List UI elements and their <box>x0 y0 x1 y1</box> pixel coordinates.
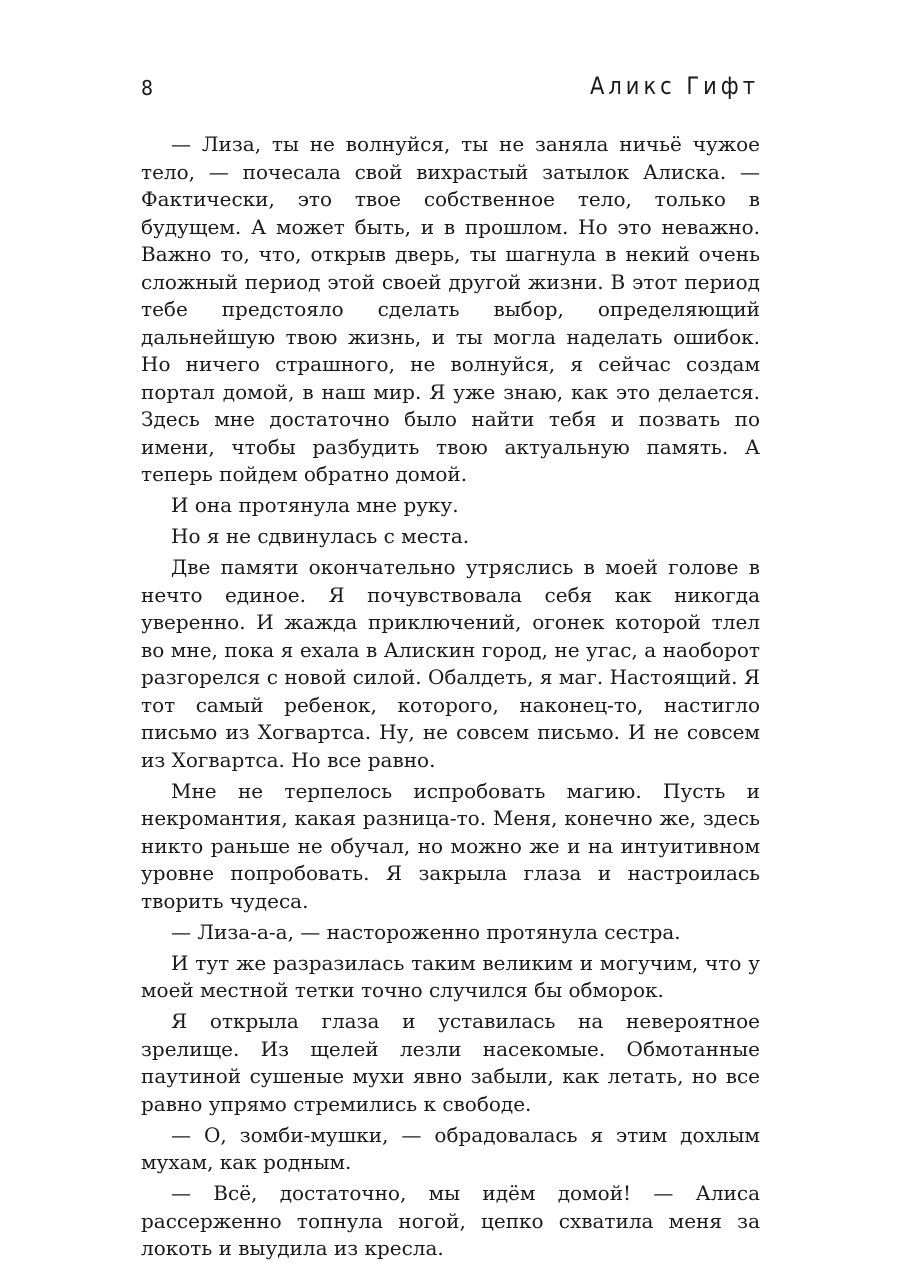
page-header <box>141 72 759 112</box>
paragraph: Я открыла глаза и уставилась на невероятное зрелище. Из щелей лезли насекомые. Обмотанные паутиной сушеные мухи явно забыли, как летать, но все равно упрямо стремились к свободе. <box>141 1009 760 1116</box>
paragraph: — Лиза-а-а, — настороженно протянула сестра. <box>171 919 681 944</box>
page-number: 8 <box>141 76 155 100</box>
paragraph: И она протянула мне руку. <box>171 493 459 517</box>
paragraph: Но я не сдвинулась с места. <box>171 524 470 548</box>
paragraph: — Лиза, ты не волнуйся, ты не заняла ничьё чужое тело, — почесала свой вихрастый затылок Алиска. — Фактически, это твое собственное тело, только в будущем. А может быть, и в прошлом. Но это неважно. Важно то, что, открыв дверь, ты шагнула в некий очень сложный период этой своей другой жизни. В этот период тебе предстояло сделать выбор, определяющий дальнейшую твою жизнь, и ты могла наделать ошибок. Но ничего страшного, не волнуйся, я сейчас создам портал домой, в наш мир. Я уже знаю, как это делается. Здесь мне достаточно было найти тебя и позвать по имени, чтобы разбудить твою актуальную память. А теперь пойдем обратно домой. <box>141 132 760 486</box>
paragraph: Две памяти окончательно утряслись в моей голове в нечто единое. Я почувствовала себя как никогда уверенно. И жажда приключений, огонек которой тлел во мне, пока я ехала в Алискин город, не угас, а наоборот разгорелся с новой силой. Обалдеть, я маг. Настоящий. Я тот самый ребенок, которого, наконец-то, настигло письмо из Хогвартса. Ну, не совсем письмо. И не совсем из Хогвартса. Но все равно. <box>141 555 760 772</box>
paragraph: Мне не терпелось испробовать магию. Пусть и некромантия, какая разница-то. Меня, конечно же, здесь никто раньше не обучал, но можно же и на интуитивном уровне попробовать. Я закрыла глаза и настроилась творить чудеса. <box>141 778 760 913</box>
paragraph: — Всё, достаточно, мы идём домой! — Алиса рассерженно топнула ногой, цепко схватила меня за локоть и выудила из кресла. <box>141 1181 760 1260</box>
running-head-author: Аликс Гифт <box>590 72 759 100</box>
paragraph: — О, зомби-мушки, — обрадовалась я этим дохлым мухам, как родным. <box>141 1122 760 1174</box>
paragraph: И тут же разразилась таким великим и могучим, что у моей местной тетки точно случился бы обморок. <box>141 950 760 1002</box>
body-text <box>141 131 760 1266</box>
